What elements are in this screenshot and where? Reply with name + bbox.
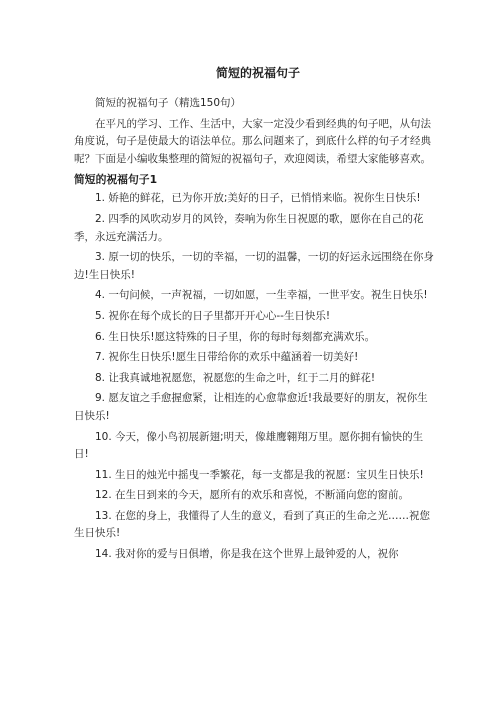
list-item: 13. 在您的身上，我懂得了人生的意义，看到了真正的生命之光……祝您生日快乐! — [74, 509, 431, 540]
list-item: 11. 生日的烛光中摇曳一季繁花，每一支都是我的祝愿：宝贝生日快乐! — [95, 468, 424, 481]
list-item: 8. 让我真诚地祝愿您，祝愿您的生命之叶，红于二月的鲜花! — [95, 371, 376, 384]
list-item: 7. 祝你生日快乐!愿生日带给你的欢乐中蕴涵着一切美好! — [95, 351, 359, 364]
list-item: 14. 我对你的爱与日俱增，你是我在这个世界上最钟爱的人，祝你 — [95, 548, 399, 561]
list-item: 3. 原一切的快乐，一切的幸福，一切的温馨，一切的好运永远围绕在你身边!生日快乐! — [74, 251, 434, 281]
intro-paragraph: 在平凡的学习、工作、生活中，大家一定没少看到经典的句子吧，从句法角度说，句子是使最大的语法单位。那么问题来了，到底什么样的句子才经典呢？下面是小编收集整理的简短的祝福句子，欢迎阅读，希望大家能够喜欢。 — [74, 117, 431, 165]
list-item: 12. 在生日到来的今天，愿所有的欢乐和喜悦，不断涌向您的窗前。 — [95, 489, 410, 502]
list-item: 4. 一句问候，一声祝福，一切如愿，一生幸福，一世平安。祝生日快乐! — [95, 289, 428, 302]
list-item: 1. 娇艳的鲜花，已为你开放;美好的日子，已悄悄来临。祝你生日快乐! — [95, 192, 421, 205]
list-item: 9. 愿友谊之手愈握愈紧，让相连的心愈靠愈近!我最要好的朋友，祝你生日快乐! — [74, 392, 428, 422]
list-item: 10. 今天，像小鸟初展新翅;明天，像雄鹰翱翔万里。愿你拥有愉快的生日! — [74, 430, 424, 461]
list-item: 5. 祝你在每个成长的日子里都开开心心--生日快乐! — [95, 309, 331, 322]
section-heading: 简短的祝福句子1 — [74, 173, 158, 187]
list-item: 6. 生日快乐!愿这特殊的日子里，你的每时每刻都充满欢乐。 — [95, 330, 376, 343]
list-item: 2. 四季的风吹动岁月的风铃，奏响为你生日祝愿的歌，愿你在自己的花季，永远充满活力。 — [74, 212, 424, 243]
document-title: 简短的祝福句子 — [215, 66, 300, 80]
document-subtitle: 简短的祝福句子（精选150句） — [95, 97, 242, 109]
